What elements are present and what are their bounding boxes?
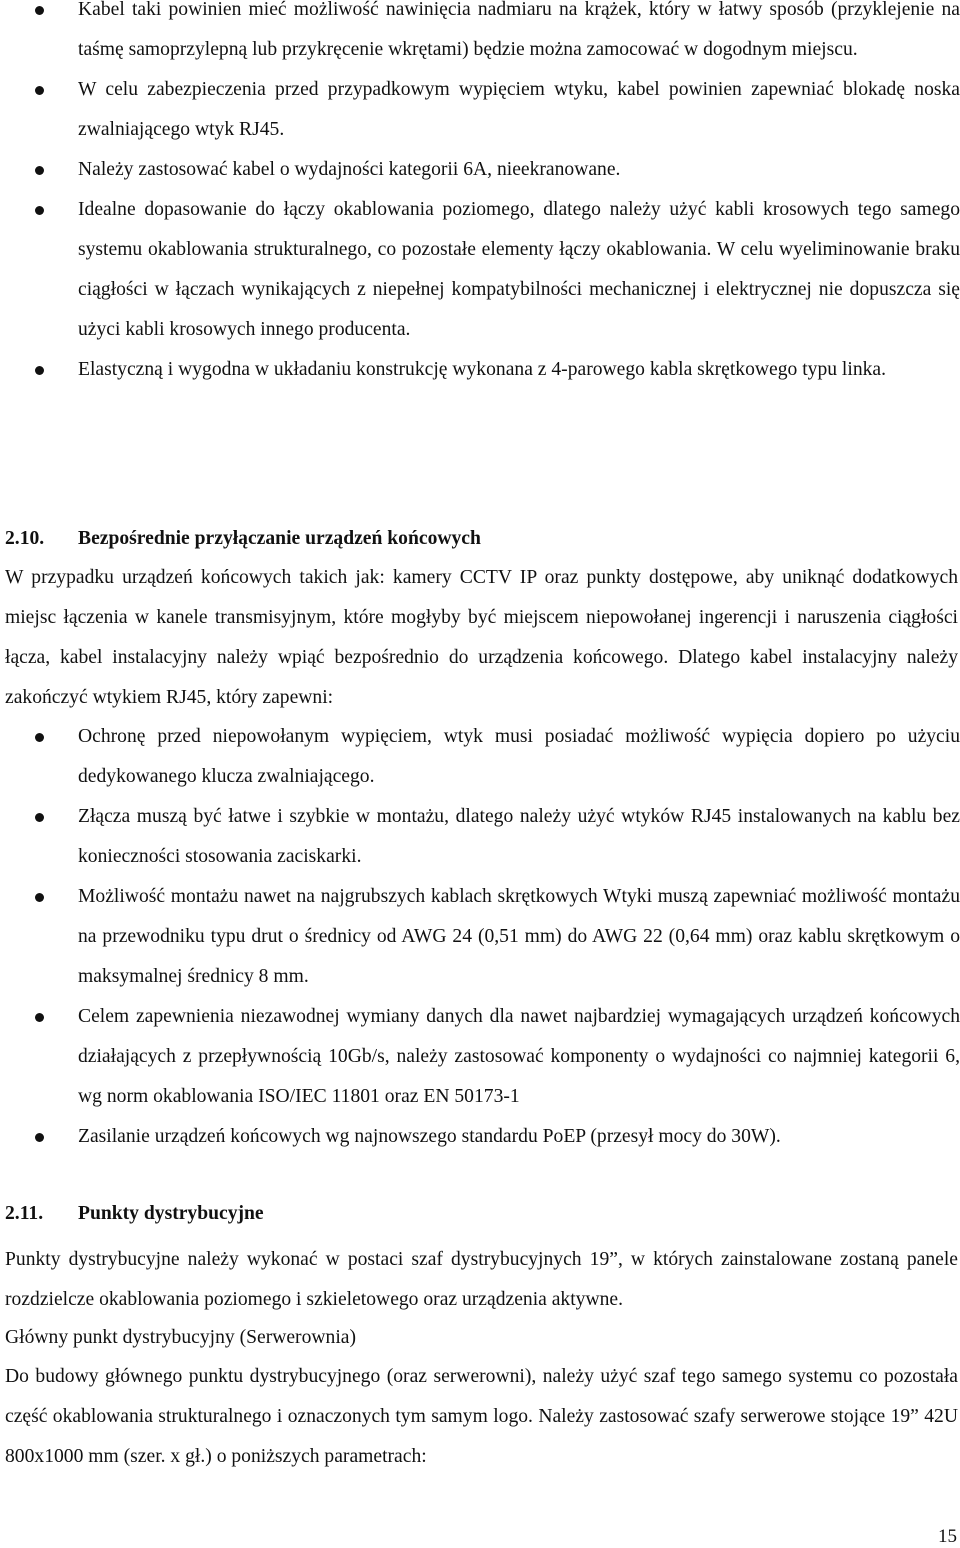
bullet-icon bbox=[35, 166, 44, 175]
list-item bbox=[0, 1117, 960, 1157]
list-item-text: Należy zastosować kabel o wydajności kategorii 6A, nieekranowane. bbox=[78, 159, 621, 180]
section-2-11-paragraph: Punkty dystrybucyjne należy wykonać w postaci szaf dystrybucyjnych 19”, w których zainstalowane zostaną panele rozdzielcze okablowania poziomego i szkieletowego oraz urządzenia aktywne. bbox=[5, 1249, 958, 1310]
list-item-text: Ochronę przed niepowołanym wypięciem, wtyk musi posiadać możliwość wypięcia dopiero po użyciu dedykowanego klucza zwalniającego. bbox=[78, 726, 960, 787]
bullet-icon bbox=[35, 86, 44, 95]
list-item bbox=[0, 150, 960, 190]
bullet-icon bbox=[35, 1133, 44, 1142]
list-item bbox=[0, 717, 960, 797]
list-item-text: Elastyczną i wygodna w układaniu konstrukcję wykonana z 4-parowego kabla skrętkowego typu linka. bbox=[78, 359, 887, 380]
section-2-11-paragraph-2: Do budowy głównego punktu dystrybucyjnego (oraz serwerowni), należy użyć szaf tego samego systemu co pozostała część okablowania strukturalnego i oznaczonych tym samym logo. Należy zastosować szafy serwerowe stojące 19” 42U 800x1000 mm (szer. x gł.) o poniższych parametrach: bbox=[5, 1366, 958, 1467]
list-item-text: Kabel taki powinien mieć możliwość nawinięcia nadmiaru na krążek, który w łatwy sposób (przyklejenie na taśmę samoprzylepną lub przykręcenie wkrętami) będzie można zamocować w dogodnym miejscu. bbox=[78, 0, 960, 60]
section-heading-2-11 bbox=[5, 1194, 264, 1234]
section-heading-2-10 bbox=[5, 519, 481, 559]
list-item-text: W celu zabezpieczenia przed przypadkowym wypięciem wtyku, kabel powinien zapewniać blokadę noska zwalniającego wtyk RJ45. bbox=[78, 79, 960, 140]
bullet-icon bbox=[35, 813, 44, 822]
section-number: 2.11. bbox=[5, 1203, 44, 1224]
section-2-10-intro: W przypadku urządzeń końcowych takich jak: kamery CCTV IP oraz punkty dostępowe, aby uniknąć dodatkowych miejsc łączenia w kanele transmisyjnym, które mogłyby być miejscem niepowołanej ingerencji i naruszenia ciągłości łącza, kabel instalacyjny należy wpiąć bezpośrednio do urządzenia końcowego. Dlatego kabel instalacyjny należy zakończyć wtykiem RJ45, który zapewni: bbox=[5, 567, 958, 708]
bullet-icon bbox=[35, 366, 44, 375]
bullet-icon bbox=[35, 733, 44, 742]
list-item bbox=[0, 350, 960, 390]
top-bullet-list bbox=[0, 0, 960, 390]
subheading-main-distribution-point: Główny punkt dystrybucyjny (Serwerownia) bbox=[5, 1327, 356, 1348]
bullet-icon bbox=[35, 893, 44, 902]
list-item-text: Zasilanie urządzeń końcowych wg najnowszego standardu PoEP (przesył mocy do 30W). bbox=[78, 1126, 781, 1147]
section-title: Punkty dystrybucyjne bbox=[78, 1203, 264, 1224]
section-2-10-bullet-list bbox=[0, 717, 960, 1157]
list-item bbox=[0, 70, 960, 150]
list-item bbox=[0, 0, 960, 70]
list-item bbox=[0, 797, 960, 877]
bullet-icon bbox=[35, 206, 44, 215]
list-item-text: Celem zapewnienia niezawodnej wymiany danych dla nawet najbardziej wymagających urządzeń końcowych działających z przepływnością 10Gb/s, należy zastosować komponenty o wydajności co najmniej kategorii 6, wg norm okablowania ISO/IEC 11801 oraz EN 50173-1 bbox=[78, 1006, 960, 1107]
section-title: Bezpośrednie przyłączanie urządzeń końcowych bbox=[78, 528, 481, 549]
section-number: 2.10. bbox=[5, 528, 45, 549]
page-number: 15 bbox=[938, 1526, 957, 1547]
list-item bbox=[0, 877, 960, 997]
bullet-icon bbox=[35, 6, 44, 15]
list-item bbox=[0, 997, 960, 1117]
list-item-text: Złącza muszą być łatwe i szybkie w montażu, dlatego należy użyć wtyków RJ45 instalowanych na kablu bez konieczności stosowania zaciskarki. bbox=[78, 806, 960, 867]
list-item-text: Możliwość montażu nawet na najgrubszych kablach skrętkowych Wtyki muszą zapewniać możliwość montażu na przewodniku typu drut o średnicy od AWG 24 (0,51 mm) do AWG 22 (0,64 mm) oraz kablu skrętkowym o maksymalnej średnicy 8 mm. bbox=[78, 886, 960, 987]
list-item-text: Idealne dopasowanie do łączy okablowania poziomego, dlatego należy użyć kabli krosowych tego samego systemu okablowania strukturalnego, co pozostałe elementy łączy okablowania. W celu wyeliminowanie braku ciągłości w łączach wynikających z niepełnej kompatybilności mechanicznej i elektrycznej nie dopuszcza się użyci kabli krosowych innego producenta. bbox=[78, 199, 960, 340]
bullet-icon bbox=[35, 1013, 44, 1022]
list-item bbox=[0, 190, 960, 350]
